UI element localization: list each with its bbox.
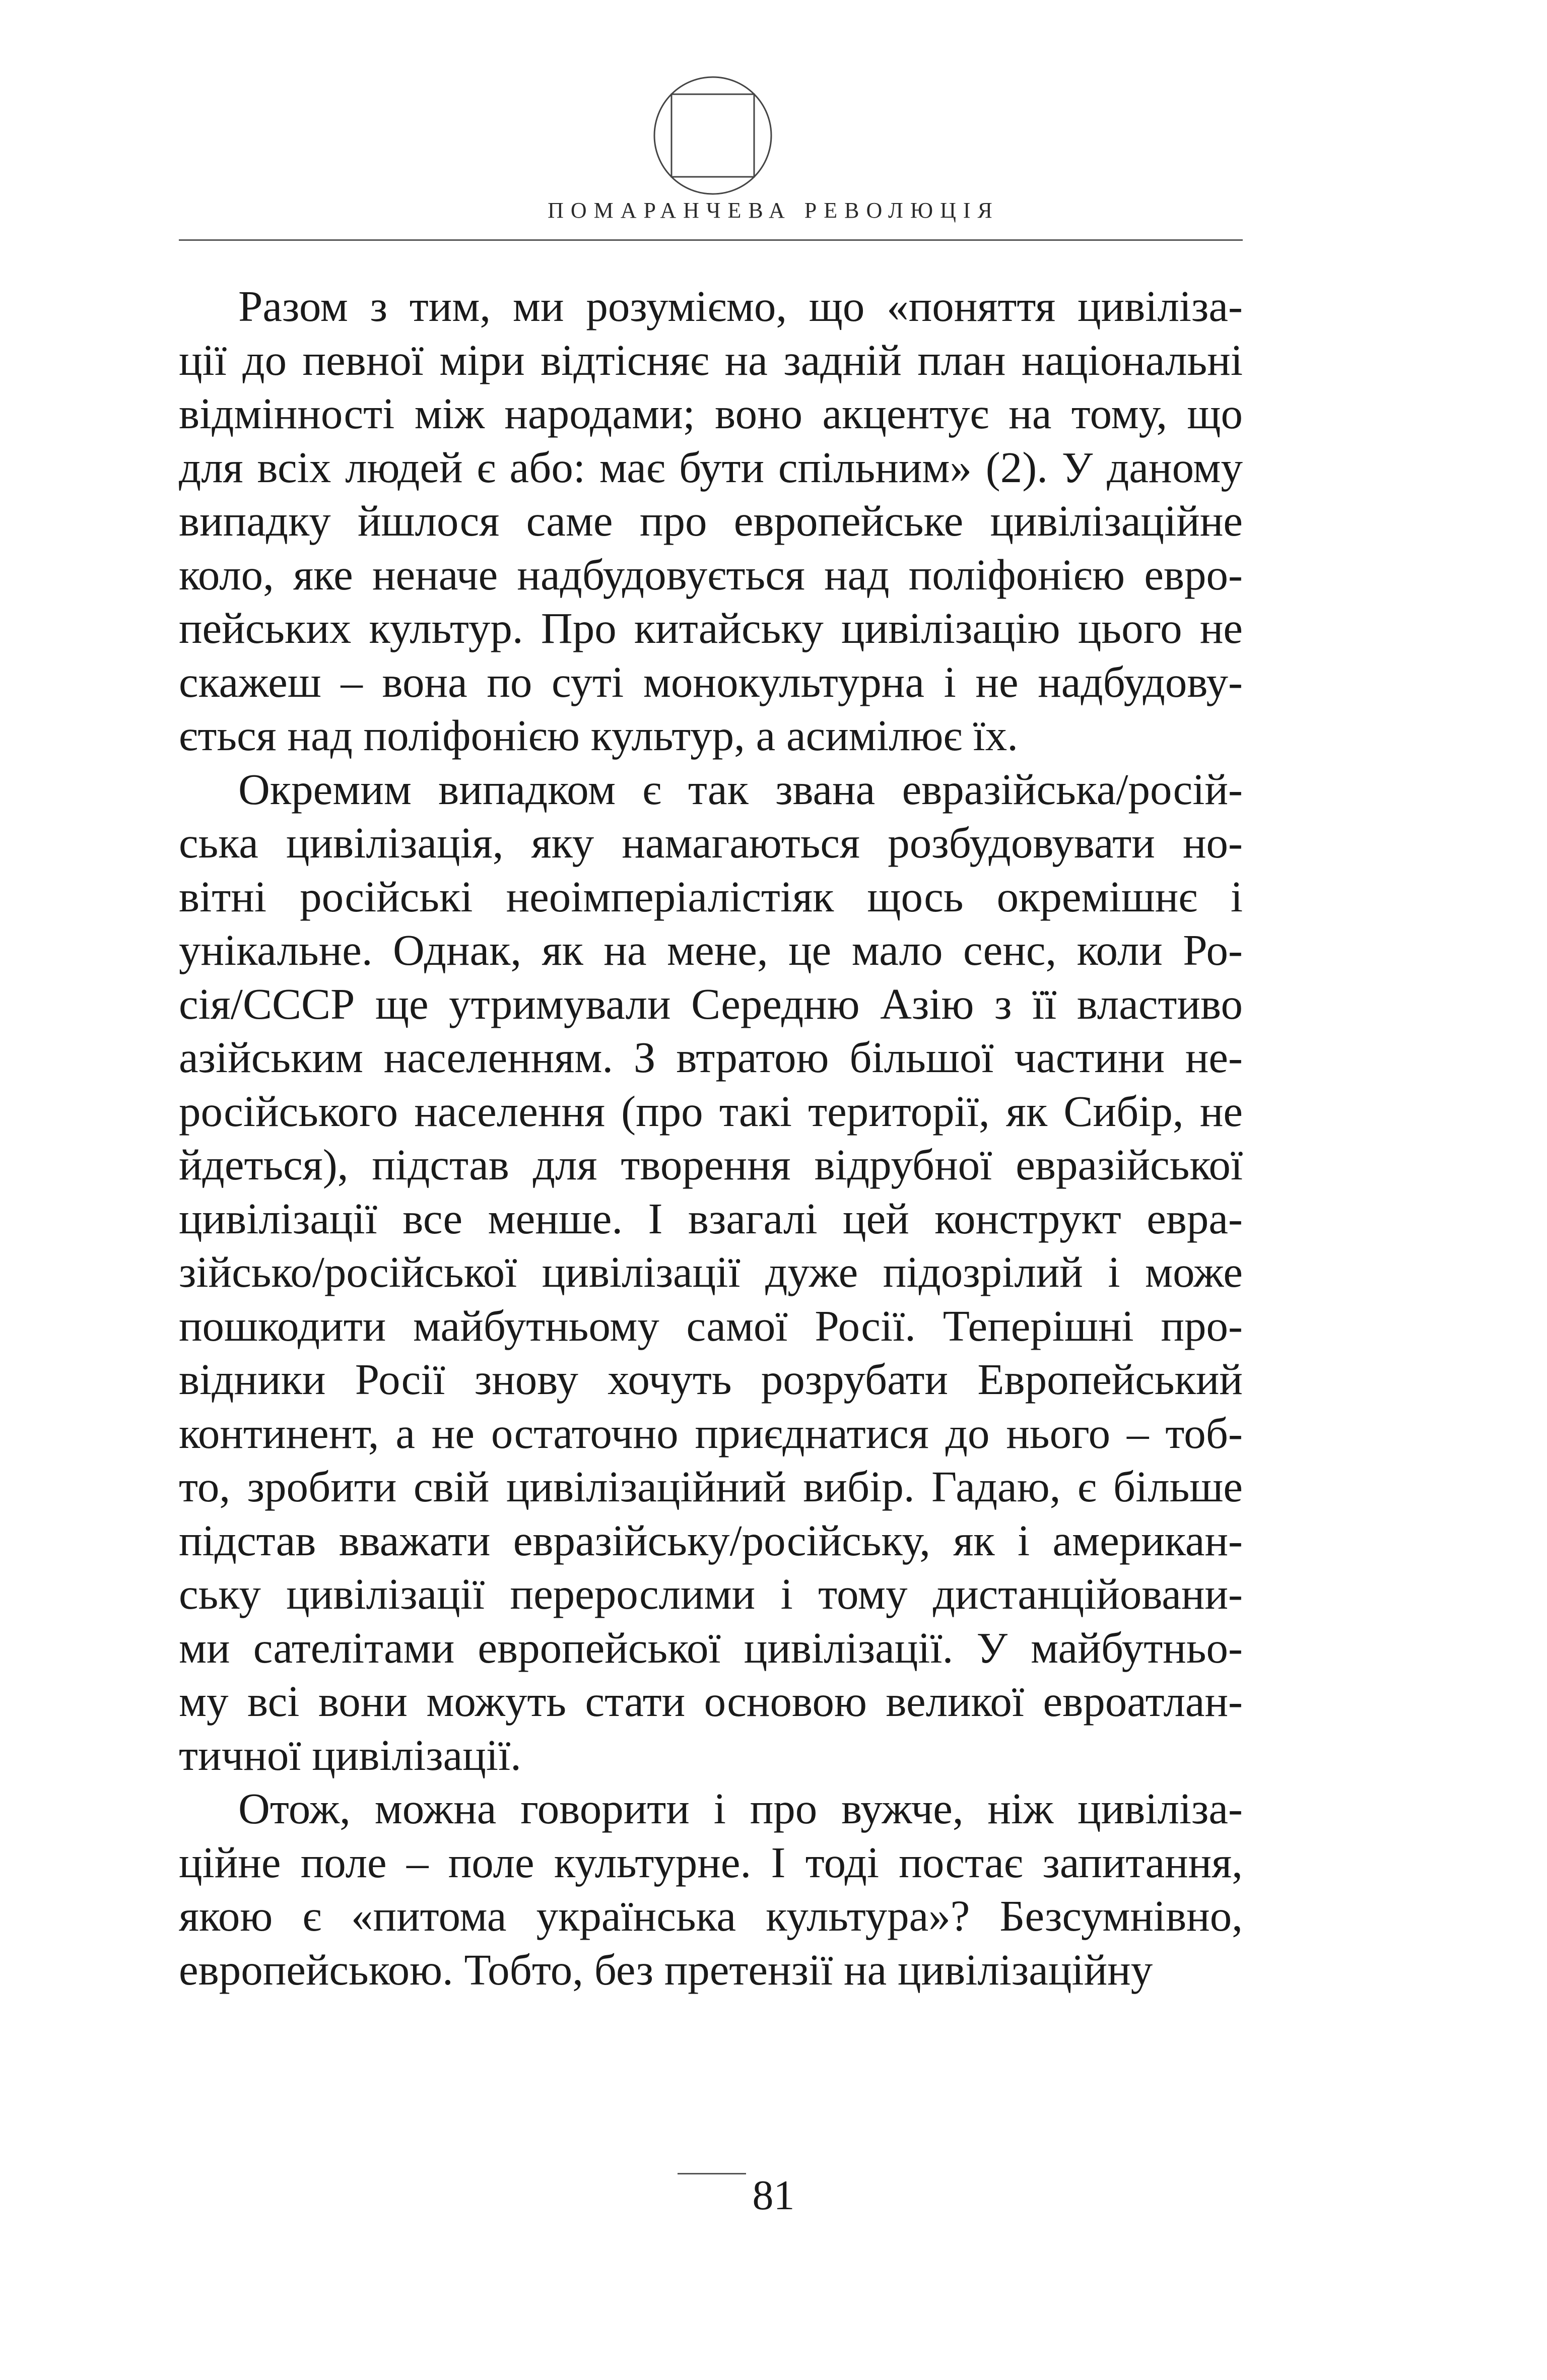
paragraph [179, 1782, 1243, 1997]
page-number: 81 [752, 2172, 795, 2219]
text-line: Разом з тим, ми розуміємо, що «поняття цивіліза- [238, 282, 1243, 330]
text-line: ється над поліфонією культур, а асимілює їх. [179, 711, 1018, 760]
text-line: унікальне. Однак, як на мене, це мало сенс, коли Ро- [179, 925, 1243, 974]
text-line: скажеш – вона по суті монокультурна і не надбудову- [179, 657, 1243, 706]
text-line: ська цивілізація, яку намагаються розбудовувати но- [179, 818, 1243, 867]
text-line: тичної цивілізації. [179, 1730, 521, 1779]
text-line: ську цивілізації перерослими і тому дистанційовани- [179, 1569, 1243, 1618]
text-line: підстав вважати евразійську/російську, як і американ- [179, 1515, 1243, 1565]
text-line: ми сателітами европейської цивілізації. У майбутньо- [179, 1623, 1243, 1672]
text-line: азійським населенням. З втратою більшої частини не- [179, 1033, 1243, 1082]
text-line: ції до певної міри відтісняє на задній план національні [179, 335, 1243, 384]
text-line: пошкодити майбутньому самої Росії. Теперішні про- [179, 1301, 1243, 1350]
paragraph [179, 763, 1243, 1782]
text-line: Окремим випадком є так звана евразійська/росій- [238, 764, 1243, 814]
page-body [179, 280, 1243, 1997]
text-line: му всі вони можуть стати основою великої евроатлан- [179, 1677, 1243, 1726]
text-line: то, зробити свій цивілізаційний вибір. Гадаю, є більше [179, 1462, 1243, 1511]
text-line: якою є «питома українська культура»? Безсумнівно, [179, 1891, 1243, 1940]
text-line: йдеться), підстав для творення відрубної евразійської [179, 1140, 1243, 1189]
text-line: відмінності між народами; воно акцентує на тому, що [179, 389, 1243, 438]
text-line: ційне поле – поле культурне. І тоді постає запитання, [179, 1837, 1243, 1887]
text-line: вітні російські неоімперіалістіяк щось окремішнє і [179, 872, 1243, 921]
text-line: континент, а не остаточно приєднатися до нього – тоб- [179, 1408, 1243, 1458]
text-line: для всіх людей є або: має бути спільним» (2). У даному [179, 442, 1243, 492]
text-line: відники Росії знову хочуть розрубати Европейський [179, 1355, 1243, 1404]
header-rule [179, 239, 1243, 241]
text-line: Отож, можна говорити і про вужче, ніж цивіліза- [238, 1784, 1243, 1833]
text-line: цивілізації все менше. І взагалі цей конструкт евра- [179, 1194, 1243, 1243]
text-line: пейських культур. Про китайську цивілізацію цього не [179, 604, 1243, 652]
text-line: російського населення (про такі території, як Сибір, не [179, 1086, 1243, 1136]
circle-square-emblem-icon [653, 76, 773, 195]
paragraph [179, 280, 1243, 763]
text-line: випадку йшлося саме про европейське цивілізаційне [179, 496, 1243, 545]
text-line: сія/СССР ще утримували Середню Азію з її властиво [179, 979, 1243, 1028]
text-line: коло, яке неначе надбудовується над поліфонією евро- [179, 550, 1243, 599]
text-line: зійсько/російської цивілізації дуже підозрілий і може [179, 1247, 1243, 1296]
running-title: ПОМАРАНЧЕВА РЕВОЛЮЦІЯ [548, 198, 999, 223]
text-line: европейською. Тобто, без претензії на цивілізаційну [179, 1945, 1153, 1994]
